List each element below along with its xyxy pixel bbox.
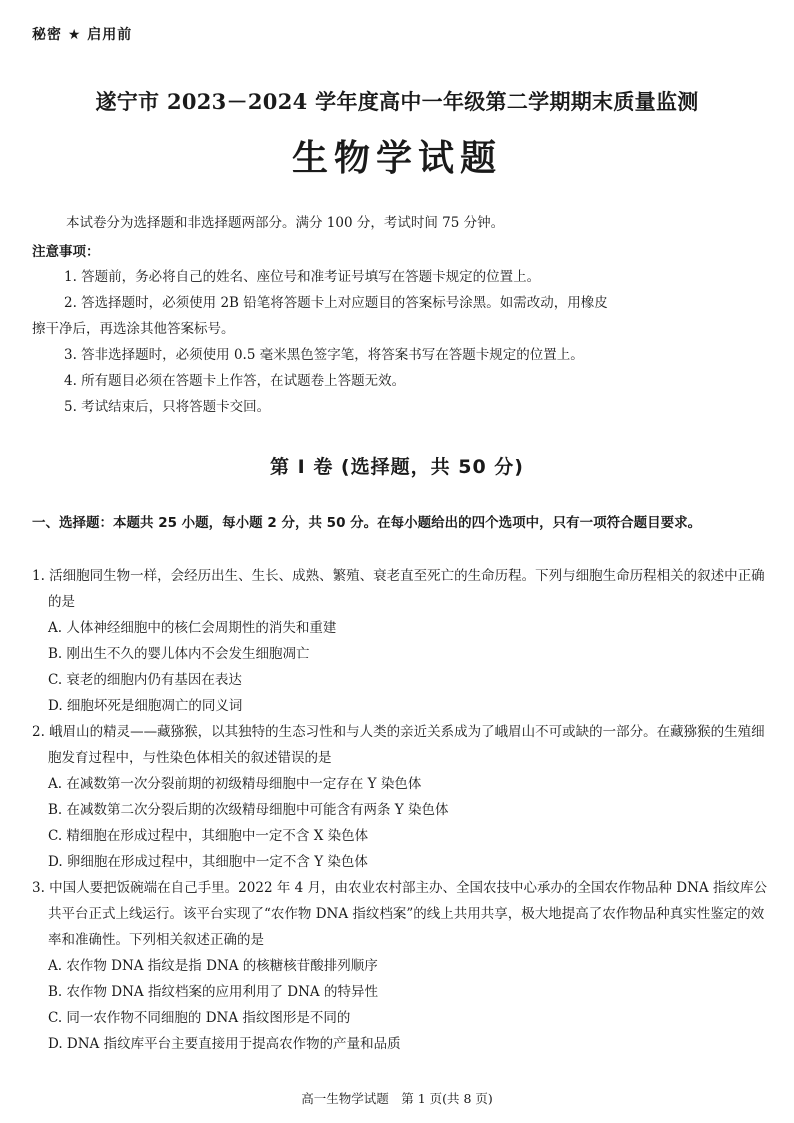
note-text: 3. 答非选择题时，必须使用 0.5 毫米黑色签字笔，将答案书写在答题卡规定的位置上。 [64, 347, 584, 363]
option-c: C. 同一农作物不同细胞的 DNA 指纹图形是不同的 [48, 1010, 351, 1026]
option-b: B. 在减数第二次分裂后期的次级精母细胞中可能含有两条 Y 染色体 [48, 802, 449, 818]
notes-title: 注意事项： [32, 244, 100, 260]
section-instruction: 一、选择题：本题共 25 小题，每小题 2 分，共 50 分。在每小题给出的四个选项中，只有一项符合题目要求。 [32, 515, 702, 531]
option-c: C. 精细胞在形成过程中，其细胞中一定不含 X 染色体 [48, 828, 369, 844]
note-continuation: 擦干净后，再选涂其他答案标号。 [32, 321, 235, 337]
question-3 [32, 875, 774, 1057]
secret-label: 秘密 ★ 启用前 [32, 27, 133, 43]
question-2 [32, 719, 774, 875]
exam-title: 遂宁市 2023－2024 学年度高中一年级第二学期期末质量监测 [95, 89, 699, 114]
option-c: C. 衰老的细胞内仍有基因在表达 [48, 672, 242, 688]
option-a: A. 人体神经细胞中的核仁会周期性的消失和重建 [48, 620, 337, 636]
option-b: B. 农作物 DNA 指纹档案的应用利用了 DNA 的特异性 [48, 984, 378, 1000]
question-stem: 2. 峨眉山的精灵——藏猕猴，以其独特的生态习性和与人类的亲近关系成为了峨眉山不可或缺的一部分。在藏猕猴的生殖细胞发育过程中，与性染色体相关的叙述错误的是 [32, 724, 765, 766]
option-d: D. DNA 指纹库平台主要直接用于提高农作物的产量和品质 [48, 1036, 401, 1052]
option-a: A. 农作物 DNA 指纹是指 DNA 的核糖核苷酸排列顺序 [48, 958, 378, 974]
note-item [32, 290, 772, 342]
option-b: B. 刚出生不久的婴儿体内不会发生细胞凋亡 [48, 646, 310, 662]
option-d: D. 细胞坏死是细胞凋亡的同义词 [48, 698, 243, 714]
question-stem: 3. 中国人要把饭碗端在自己手里。2022 年 4 月，由农业农村部主办、全国农技中心承办的全国农作物品种 DNA 指纹库公共平台正式上线运行。该平台实现了“农作物 DNA 指纹档案”的线上共用共享，极大地提高了农作物品种真实性鉴定的效率和准确性。下列相关叙述正确的是 [32, 880, 767, 948]
volume-title: 第 Ⅰ 卷 (选择题，共 50 分) [270, 456, 524, 478]
notes-list [32, 264, 772, 420]
question-1 [32, 563, 774, 719]
note-item [32, 368, 772, 394]
note-item [32, 342, 772, 368]
note-text: 4. 所有题目必须在答题卡上作答，在试题卷上答题无效。 [64, 373, 406, 389]
note-text: 5. 考试结束后，只将答题卡交回。 [64, 399, 271, 415]
option-a: A. 在减数第一次分裂前期的初级精母细胞中一定存在 Y 染色体 [48, 776, 422, 792]
question-list [32, 563, 774, 1057]
intro-text: 本试卷分为选择题和非选择题两部分。满分 100 分，考试时间 75 分钟。 [66, 215, 505, 231]
subject-title: 生物学试题 [291, 138, 502, 179]
question-stem: 1. 活细胞同生物一样，会经历出生、生长、成熟、繁殖、衰老直至死亡的生命历程。下列与细胞生命历程相关的叙述中正确的是 [32, 568, 765, 610]
option-d: D. 卵细胞在形成过程中，其细胞中一定不含 Y 染色体 [48, 854, 368, 870]
note-text: 1. 答题前，务必将自己的姓名、座位号和准考证号填写在答题卡规定的位置上。 [64, 269, 541, 285]
page-footer: 高一生物学试题 第 1 页(共 8 页) [301, 1091, 493, 1106]
note-item [32, 264, 772, 290]
note-text: 2. 答选择题时，必须使用 2B 铅笔将答题卡上对应题目的答案标号涂黑。如需改动，用橡皮 [64, 295, 608, 311]
note-item [32, 394, 772, 420]
